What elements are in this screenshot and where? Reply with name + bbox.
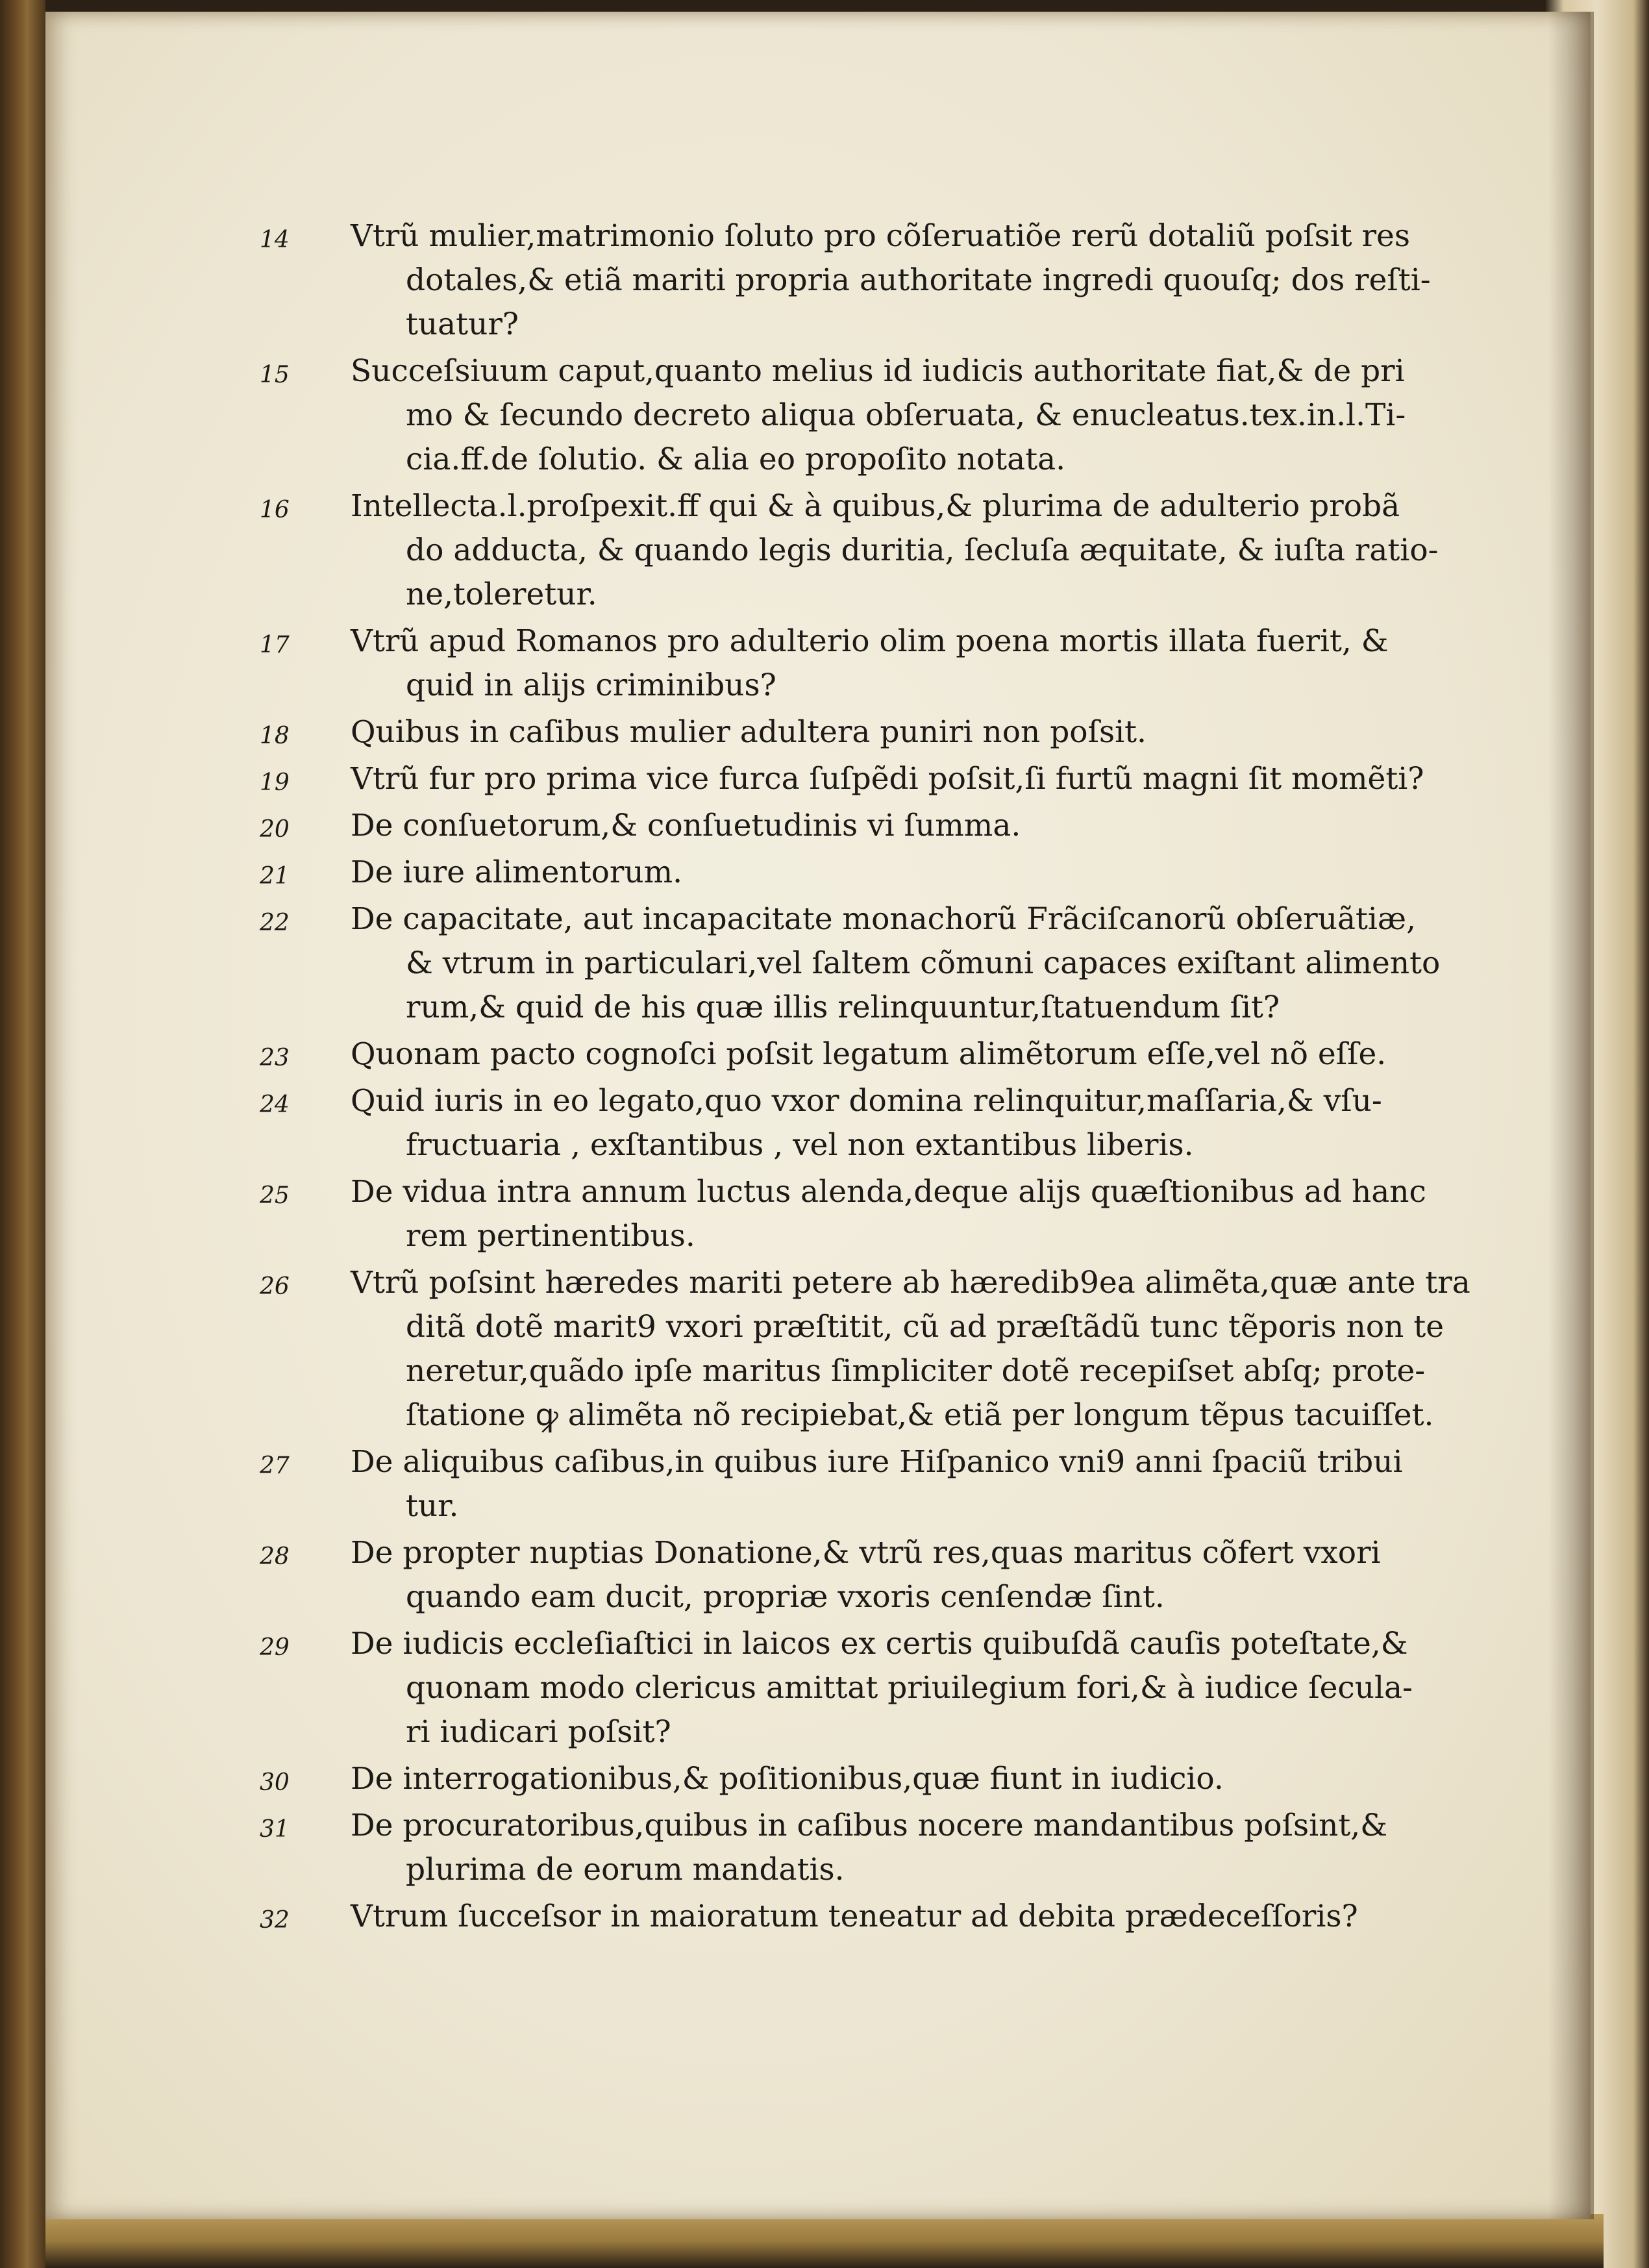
entry-line: Succeſsiuum caput,quanto melius id iudicis authoritate fiat,& de pri: [351, 353, 1405, 389]
entry-21: [260, 851, 1415, 895]
entry-23: [260, 1032, 1415, 1077]
entry-line: De aliquibus caſibus,in quibus iure Hiſpanico vni9 anni ſpaciũ tribui: [351, 1444, 1403, 1480]
entry-line: quando eam ducit, propriæ vxoris cenſendæ ſint.: [406, 1579, 1165, 1615]
entry-line: Quid iuris in eo legato,quo vxor domina relinquitur,maſſaria,& vſu-: [351, 1083, 1382, 1119]
entry-number: 20: [260, 816, 290, 843]
entry-line: tuatur?: [406, 306, 519, 342]
entry-18: [260, 710, 1415, 754]
entry-number: 22: [260, 910, 290, 936]
entry-number: 17: [260, 632, 290, 658]
entry-number: 16: [260, 497, 290, 523]
entry-29: [260, 1622, 1415, 1754]
entry-line: do adducta, & quando legis duritia, ſecluſa æquitate, & iuſta ratio-: [406, 532, 1439, 568]
entry-number: 14: [260, 227, 290, 253]
entry-line: De propter nuptias Donatione,& vtrũ res,quas maritus cõfert vxori: [351, 1535, 1381, 1571]
entry-line: mo & ſecundo decreto aliqua obſeruata, & enucleatus.tex.in.l.Ti-: [406, 397, 1406, 433]
entry-number: 18: [260, 723, 290, 749]
entry-19: [260, 757, 1424, 801]
entry-line: Vtrũ fur pro prima vice furca ſuſpẽdi poſsit,ſi furtũ magni ſit momẽti?: [351, 761, 1424, 797]
entry-line: ne,toleretur.: [406, 577, 597, 612]
entry-15: [260, 349, 1415, 482]
entry-28: [260, 1531, 1415, 1619]
entry-24: [260, 1079, 1415, 1167]
entry-line: tur.: [406, 1488, 459, 1524]
entry-line: De iure alimentorum.: [351, 854, 683, 890]
entry-line: quonam modo clericus amittat priuilegium fori,& à iudice ſecula-: [406, 1670, 1413, 1706]
entry-line: plurima de eorum mandatis.: [406, 1852, 845, 1888]
gutter-shadow: [1548, 12, 1594, 2219]
entry-line: Vtrũ poſsint hæredes mariti petere ab hæredib9ea alimẽta,quæ ante tra: [351, 1265, 1470, 1301]
entry-17: [260, 619, 1415, 708]
entry-25: [260, 1170, 1426, 1258]
entry-number: 21: [260, 863, 290, 890]
entry-line: ri iudicari poſsit?: [406, 1714, 671, 1750]
entry-line: Vtrum ſucceſsor in maioratum teneatur ad debita prædeceſſoris?: [351, 1899, 1358, 1934]
entry-number: 19: [260, 769, 290, 796]
entry-number: 23: [260, 1045, 290, 1071]
entry-line: Quonam pacto cognoſci poſsit legatum alimẽtorum eſſe,vel nõ eſſe.: [351, 1036, 1387, 1072]
entry-number: 24: [260, 1091, 290, 1118]
entry-number: 25: [260, 1182, 290, 1209]
entry-27: [260, 1440, 1415, 1528]
entry-line: Vtrũ apud Romanos pro adulterio olim poena mortis illata fuerit, &: [351, 623, 1389, 659]
entry-14: [260, 214, 1431, 347]
entry-20: [260, 804, 1415, 848]
entry-line: cia.ff.de ſolutio. & alia eo propoſito notata.: [406, 442, 1066, 477]
entry-line: De vidua intra annum luctus alenda,deque alijs quæſtionibus ad hanc: [351, 1174, 1426, 1210]
entry-line: quid in alijs criminibus?: [406, 667, 776, 703]
entry-line: fructuaria , exſtantibus , vel non extantibus liberis.: [406, 1127, 1194, 1163]
entry-line: Intellecta.l.proſpexit.ff qui & à quibus,& plurima de adulterio probã: [351, 488, 1400, 524]
entry-line: De interrogationibus,& poſitionibus,quæ fiunt in iudicio.: [351, 1761, 1224, 1797]
entry-26: [260, 1261, 1470, 1438]
entry-number: 28: [260, 1543, 290, 1570]
entry-number: 31: [260, 1816, 290, 1843]
entry-line: De iudicis eccleſiaſtici in laicos ex certis quibuſdã cauſis poteſtate,&: [351, 1626, 1408, 1662]
entry-line: neretur,quãdo ipſe maritus ſimpliciter dotẽ recepiſset abſq; prote-: [406, 1353, 1426, 1389]
entry-number: 15: [260, 362, 290, 388]
entry-number: 32: [260, 1907, 290, 1934]
entry-line: De procuratoribus,quibus in caſibus nocere mandantibus poſsint,&: [351, 1808, 1388, 1843]
entry-number: 29: [260, 1634, 290, 1661]
entry-line: ditã dotẽ marit9 vxori præſtitit, cũ ad præſtãdũ tunc tẽporis non te: [406, 1309, 1444, 1345]
entry-line: ſtatione ꝙ alimẽta nõ recipiebat,& etiã per longum tẽpus tacuiſſet.: [406, 1397, 1434, 1433]
entry-line: Vtrũ mulier,matrimonio ſoluto pro cõſeruatiõe rerũ dotaliũ poſsit res: [351, 218, 1410, 254]
entry-22: [260, 897, 1441, 1030]
bottom-page-edge: [45, 2214, 1604, 2268]
entry-number: 26: [260, 1273, 290, 1300]
entry-number: 30: [260, 1769, 290, 1796]
entry-line: Quibus in caſibus mulier adultera puniri non poſsit.: [351, 714, 1147, 750]
entry-30: [260, 1757, 1415, 1801]
entry-line: dotales,& etiã mariti propria authoritate ingredi quouſq; dos reſti-: [406, 262, 1431, 298]
entry-line: rum,& quid de his quæ illis relinquuntur,ſtatuendum ſit?: [406, 990, 1280, 1025]
index-entries: [260, 214, 1470, 1939]
entry-32: [260, 1895, 1415, 1939]
entry-line: De conſuetorum,& conſuetudinis vi ſumma.: [351, 808, 1021, 843]
entry-16: [260, 484, 1439, 617]
entry-line: rem pertinentibus.: [406, 1218, 695, 1254]
entry-number: 27: [260, 1452, 290, 1479]
left-binding-edge: [0, 0, 45, 2268]
entry-line: De capacitate, aut incapacitate monachorũ Frãciſcanorũ obſeruãtiæ,: [351, 901, 1417, 937]
entry-31: [260, 1804, 1415, 1892]
entry-line: & vtrum in particulari,vel ſaltem cõmuni capaces exiſtant alimento: [406, 945, 1441, 981]
